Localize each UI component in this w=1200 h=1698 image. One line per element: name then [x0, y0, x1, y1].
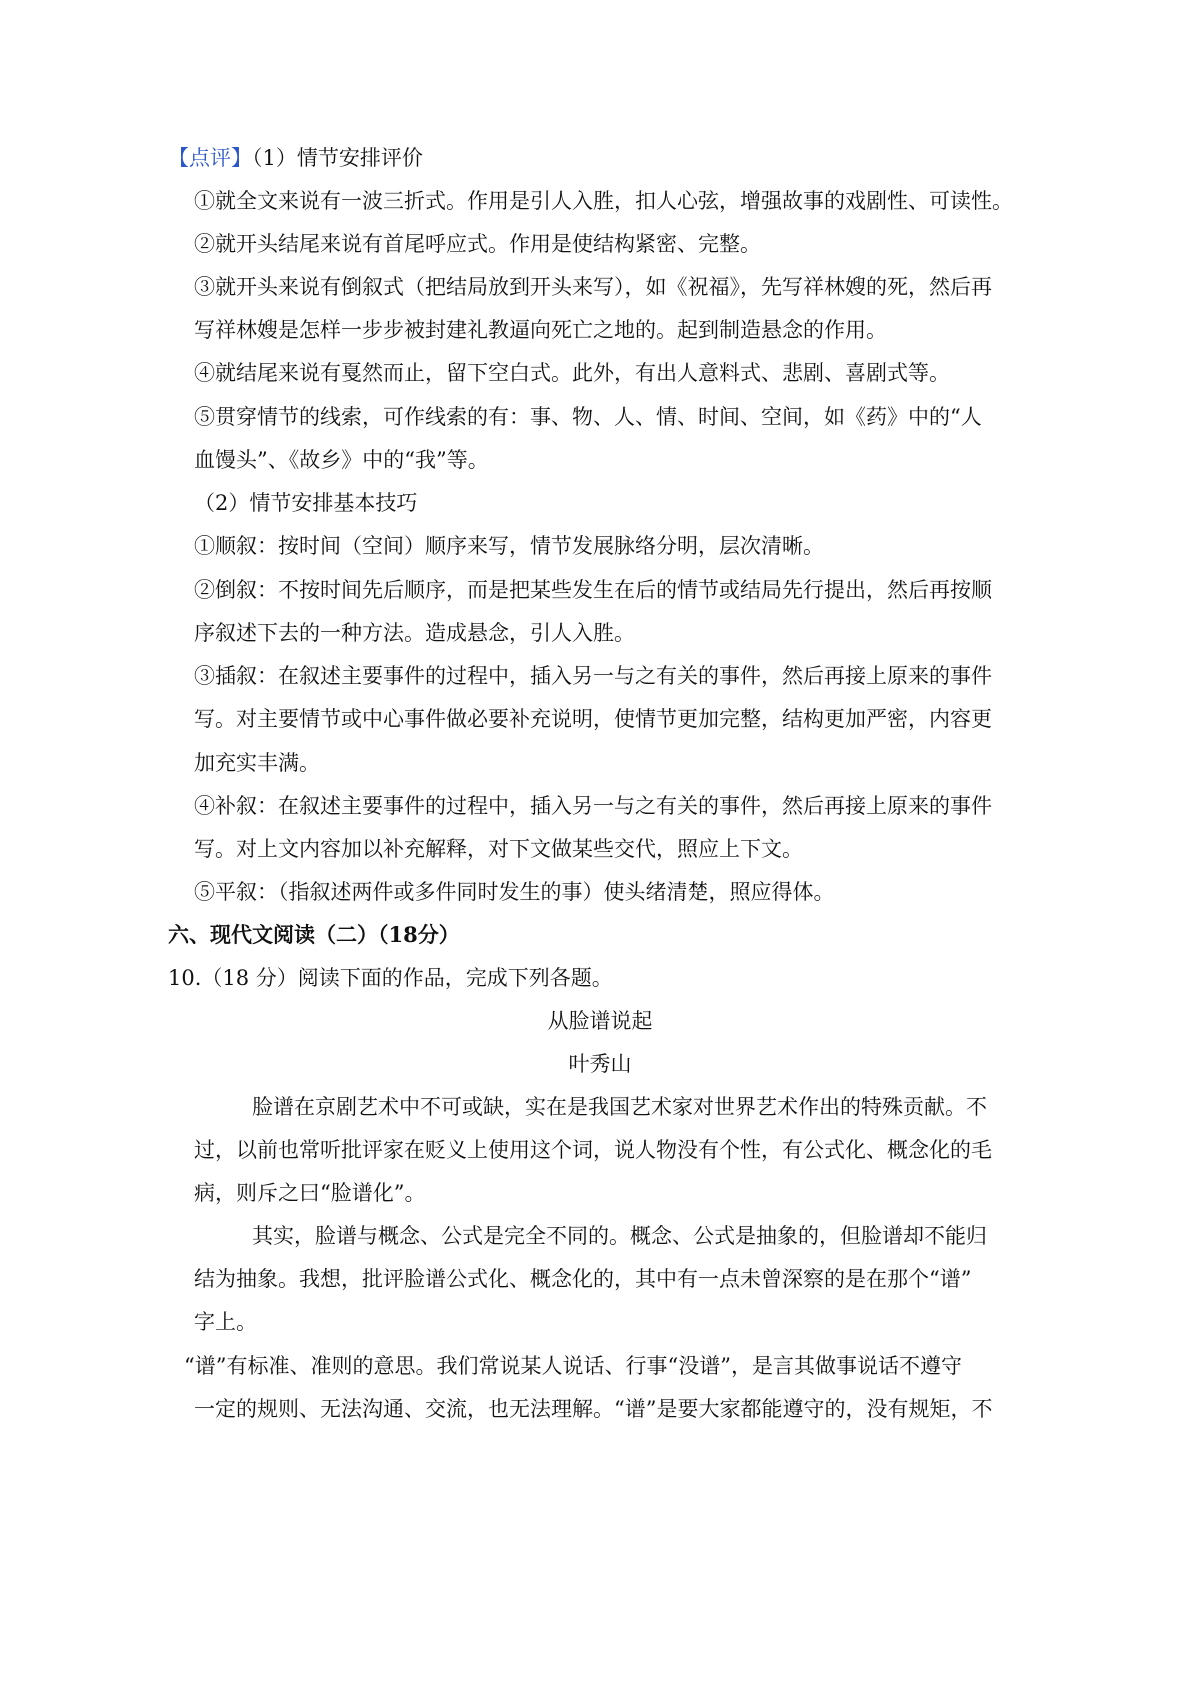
text-line: ⑤贯穿情节的线索，可作线索的有：事、物、人、情、时间、空间，如《药》中的“人 [194, 405, 982, 429]
article-line: 一定的规则、无法沟通、交流，也无法理解。“谱”是要大家都能遵守的，没有规矩，不 [194, 1397, 993, 1421]
section-title: 六、现代文阅读（二）（18分） [168, 922, 460, 947]
text-line: ①顺叙：按时间（空间）顺序来写，情节发展脉络分明，层次清晰。 [194, 534, 824, 558]
article-line: 过，以前也常听批评家在贬义上使用这个词，说人物没有个性，有公式化、概念化的毛 [194, 1138, 992, 1162]
article-line: “谱”有标准、准则的意思。我们常说某人说话、行事“没谱”，是言其做事说话不遵守 [184, 1354, 962, 1378]
text-line: 写祥林嫂是怎样一步步被封建礼教逼向死亡之地的。起到制造悬念的作用。 [194, 318, 887, 342]
text-line: 加充实丰满。 [194, 751, 320, 775]
article-line: 结为抽象。我想，批评脸谱公式化、概念化的，其中有一点未曾深察的是在那个“谱” [194, 1267, 972, 1291]
article-line: 字上。 [194, 1310, 257, 1334]
article-line: 脸谱在京剧艺术中不可或缺，实在是我国艺术家对世界艺术作出的特殊贡献。不 [252, 1095, 987, 1119]
text-line: ④就结尾来说有戛然而止，留下空白式。此外，有出人意料式、悲剧、喜剧式等。 [194, 361, 950, 385]
article-author: 叶秀山 [568, 1052, 632, 1076]
text-line: 血馒头”、《故乡》中的“我”等。 [194, 448, 489, 472]
article-title: 从脸谱说起 [547, 1009, 653, 1033]
text-line: ①就全文来说有一波三折式。作用是引人入胜，扣人心弦，增强故事的戏剧性、可读性。 [194, 189, 1013, 213]
text-line: ②倒叙：不按时间先后顺序，而是把某些发生在后的情节或结局先行提出，然后再按顺 [194, 578, 992, 602]
text-line: 序叙述下去的一种方法。造成悬念，引人入胜。 [194, 621, 635, 645]
text-line: 写。对主要情节或中心事件做必要补充说明，使情节更加完整，结构更加严密，内容更 [194, 707, 992, 731]
text-line: ③插叙：在叙述主要事件的过程中，插入另一与之有关的事件，然后再接上原来的事件 [194, 664, 992, 688]
text-line: ④补叙：在叙述主要事件的过程中，插入另一与之有关的事件，然后再接上原来的事件 [194, 794, 992, 818]
text-line: ⑤平叙：（指叙述两件或多件同时发生的事）使头绪清楚，照应得体。 [194, 880, 835, 904]
article-line: 病，则斥之曰“脸谱化”。 [194, 1181, 426, 1205]
comment-heading-1: 【点评】（1）情节安排评价 [168, 146, 423, 170]
text-line: 写。对上文内容加以补充解释，对下文做某些交代，照应上下文。 [194, 837, 803, 861]
comment-heading-2: （2）情节安排基本技巧 [194, 491, 418, 515]
text-line: ③就开头来说有倒叙式（把结局放到开头来写），如《祝福》，先写祥林嫂的死，然后再 [194, 275, 992, 299]
comment-tag: 【点评】 [168, 146, 252, 170]
question-prompt: 10.（18 分）阅读下面的作品，完成下列各题。 [168, 966, 613, 990]
text-line: ②就开头结尾来说有首尾呼应式。作用是使结构紧密、完整。 [194, 232, 761, 256]
article-line: 其实，脸谱与概念、公式是完全不同的。概念、公式是抽象的，但脸谱却不能归 [252, 1224, 987, 1248]
